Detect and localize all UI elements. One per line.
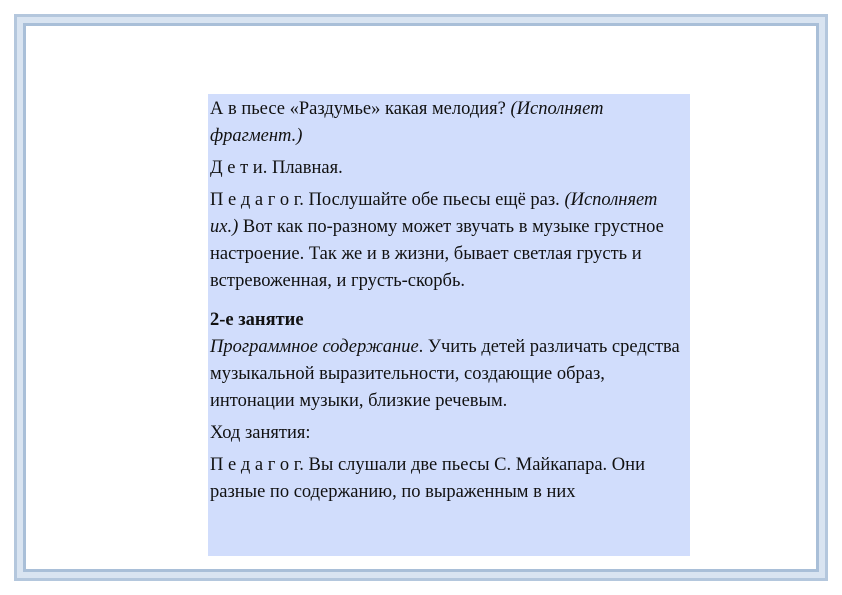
slide-frame-inner: [23, 23, 819, 572]
teacher-continuation-text: Вы слушали две пьесы С. Майкапара. Они разные по содержанию, по выраженным в них: [210, 455, 645, 502]
speaker-teacher-2: П е д а г о г.: [210, 455, 304, 475]
lesson-progress-label: Ход занятия:: [210, 423, 311, 443]
program-content-label: Программное содержание: [210, 337, 419, 357]
paragraph-lesson-progress: [210, 420, 690, 447]
children-answer-text: Плавная.: [267, 158, 343, 178]
paragraph-teacher-remark: [210, 187, 690, 295]
performance-note: (Исполняет фрагмент.): [210, 99, 604, 146]
teacher-text-part2: Вот как по-разному может звучать в музыке грустное настроение. Так же и в жизни, бывает светлая грусть и встревоженная, и грусть-скорбь.: [210, 217, 664, 291]
slide-frame-outer: [14, 14, 828, 581]
program-content-text: . Учить детей различать средства музыкальной выразительности, создающие образ, интонации музыки, близкие речевым.: [210, 337, 680, 411]
question-text: А в пьесе «Раздумье» какая мелодия?: [210, 99, 511, 119]
teacher-performance-note: (Исполняет их.): [210, 190, 658, 237]
teacher-text-part1: Послушайте обе пьесы ещё раз.: [303, 190, 565, 210]
paragraph-question: [210, 96, 690, 150]
paragraph-lesson-two: [210, 307, 690, 415]
speaker-teacher: П е д а г о г.: [210, 190, 304, 210]
paragraph-teacher-continuation: [210, 452, 690, 506]
text-content-box: [208, 94, 690, 556]
paragraph-children-answer: [210, 155, 690, 182]
lesson-heading: 2-е занятие: [210, 310, 304, 330]
speaker-children: Д е т и.: [210, 158, 268, 178]
